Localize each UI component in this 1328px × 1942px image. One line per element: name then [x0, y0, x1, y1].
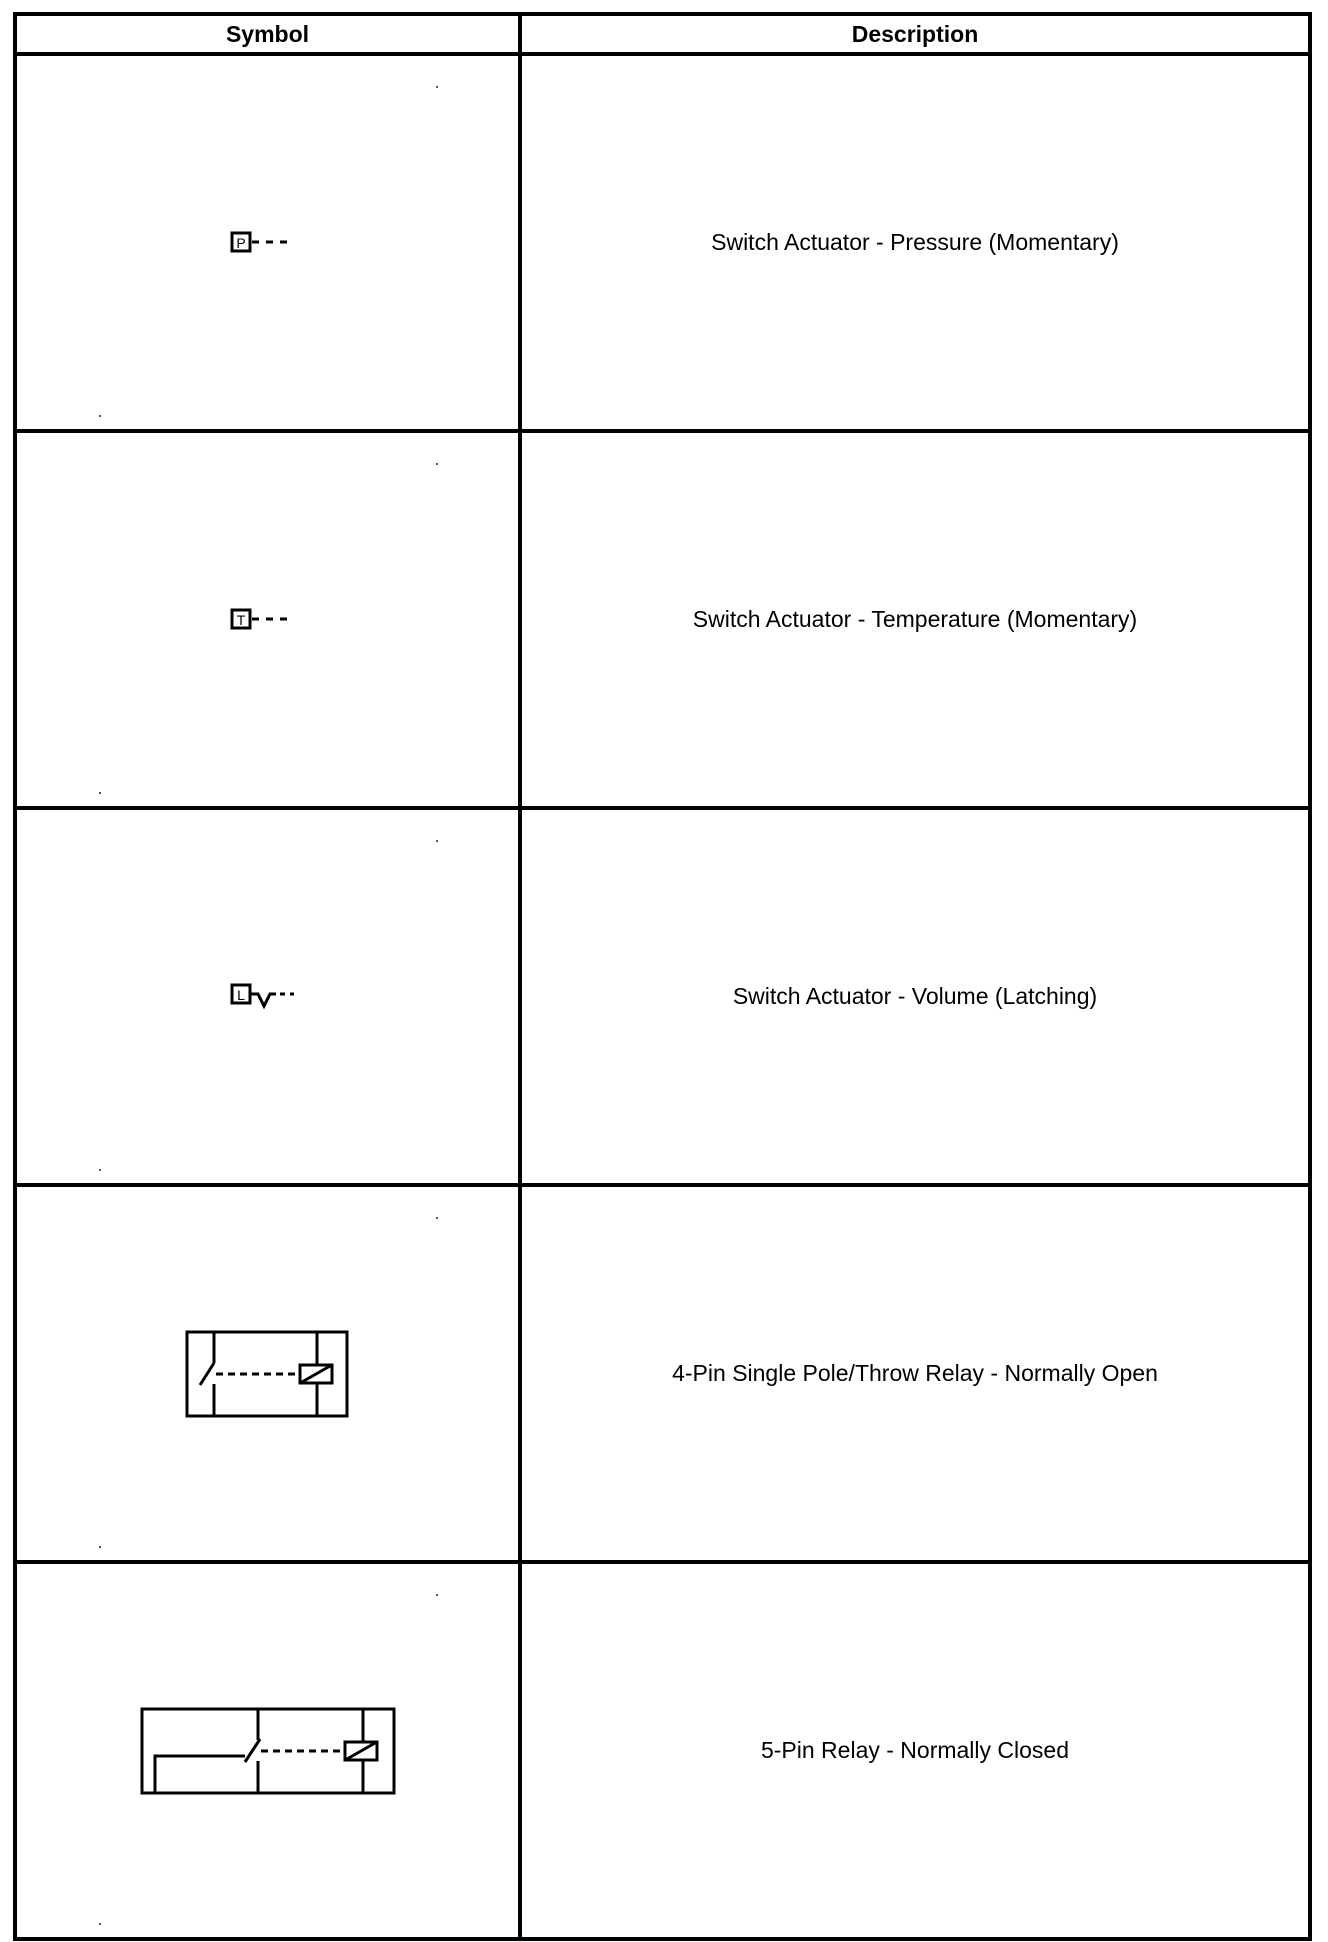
actuator-letter: L: [236, 986, 245, 1003]
table-row: [15, 54, 1310, 431]
speck: [436, 1594, 438, 1596]
symbol-column-header: Symbol: [15, 14, 520, 54]
description-cell: Switch Actuator - Volume (Latching): [520, 808, 1310, 1185]
speck: [436, 463, 438, 465]
symbol-cell: [15, 1185, 520, 1562]
actuator-letter: T: [236, 611, 245, 628]
symbol-cell: [15, 54, 520, 431]
description-cell: Switch Actuator - Pressure (Momentary): [520, 54, 1310, 431]
description-cell: 4-Pin Single Pole/Throw Relay - Normally Open: [520, 1185, 1310, 1562]
symbol-cell: [15, 431, 520, 808]
symbol-cell: [15, 1562, 520, 1939]
temperature-switch-actuator-icon: [228, 605, 308, 635]
symbol-cell: [15, 808, 520, 1185]
speck: [436, 1217, 438, 1219]
table-row: [15, 1185, 1310, 1562]
header-row: [15, 14, 1310, 54]
speck: [99, 792, 101, 794]
4-pin-relay-normally-open-icon: [184, 1329, 352, 1419]
pressure-switch-actuator-icon: [228, 228, 308, 258]
speck: [436, 86, 438, 88]
speck: [99, 1546, 101, 1548]
speck: [436, 840, 438, 842]
table-row: [15, 431, 1310, 808]
description-cell: 5-Pin Relay - Normally Closed: [520, 1562, 1310, 1939]
description-column-header: Description: [520, 14, 1310, 54]
speck: [99, 1169, 101, 1171]
volume-switch-actuator-icon: [228, 980, 308, 1014]
table-row: [15, 1562, 1310, 1939]
description-cell: Switch Actuator - Temperature (Momentary): [520, 431, 1310, 808]
5-pin-relay-normally-closed-icon: [139, 1706, 397, 1796]
actuator-letter: P: [235, 234, 246, 251]
speck: [99, 1923, 101, 1925]
symbol-legend-table: [13, 12, 1312, 1941]
table-row: [15, 808, 1310, 1185]
speck: [99, 415, 101, 417]
